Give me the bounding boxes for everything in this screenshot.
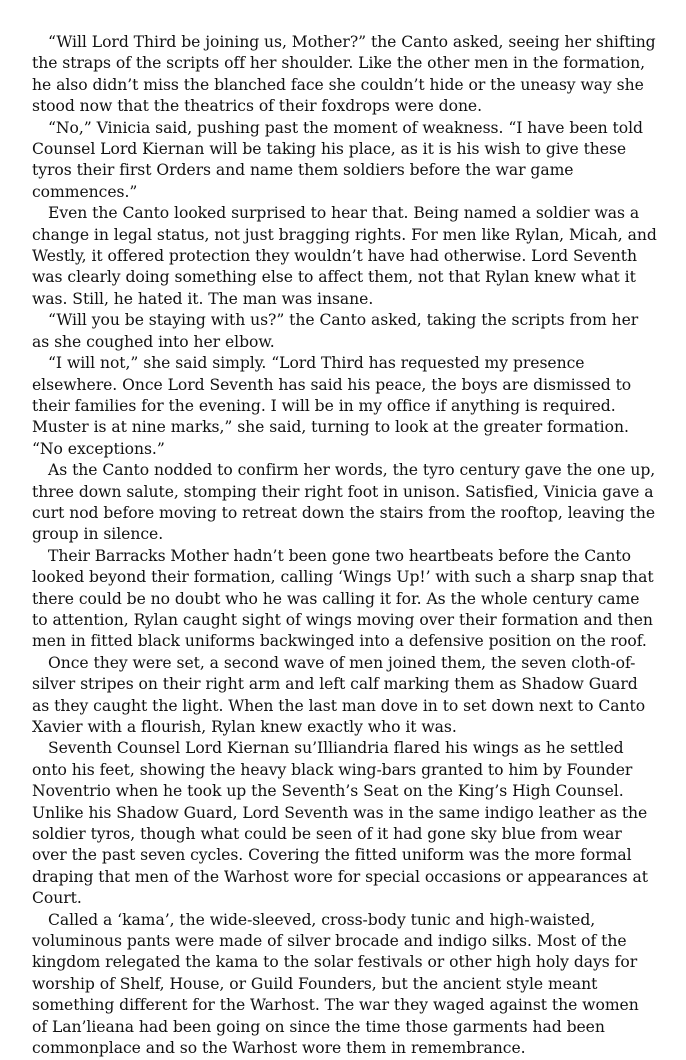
paragraph: “Will Lord Third be joining us, Mother?” the Canto asked, seeing her shifting the straps of the scripts off her shoulder. Like the other men in the formation, he also didn’t miss the blanched face she couldn’t hide or the uneasy way she stood now that the theatrics of their foxdrops were done. (32, 33, 656, 116)
body-text (32, 32, 658, 1060)
paragraph: As the Canto nodded to confirm her words, the tyro century gave the one up, three down salute, stomping their right foot in unison. Satisfied, Vinicia gave a curt nod before moving to retreat down the stairs from the rooftop, leaving the group in silence. (32, 461, 656, 544)
paragraph: Their Barracks Mother hadn’t been gone two heartbeats before the Canto looked beyond their formation, calling ‘Wings Up!’ with such a sharp snap that there could be no doubt who he was calling it for. As the whole century came to attention, Rylan caught sight of wings moving over their formation and then men in fitted black uniforms backwinged into a defensive position on the roof. (32, 546, 654, 651)
paragraph: “I will not,” she said simply. “Lord Third has requested my presence elsewhere. Once Lord Seventh has said his peace, the boys are dismissed to their families for the evening. I will be in my office if anything is required. Muster is at nine marks,” she said, turning to look at the greater formation. “No exceptions.” (32, 354, 632, 458)
paragraph: “Will you be staying with us?” the Canto asked, taking the scripts from her as she coughed into her elbow. (32, 311, 639, 351)
paragraph: Seventh Counsel Lord Kiernan su’Illiandria flared his wings as he settled onto his feet, showing the heavy black wing-bars granted to him by Founder Noventrio when he took up the Seventh’s Seat on the King’s High Counsel. Unlike his Shadow Guard, Lord Seventh was in the same indigo leather as the soldier tyros, though what could be seen of it had gone sky blue from wear over the past seven cycles. Covering the fitted uniform was the more formal draping that men of the Warhost wore for special occasions or appearances at Court. (32, 739, 648, 908)
paragraph: Once they were set, a second wave of men joined them, the seven cloth-of-silver stripes on their right arm and left calf marking them as Shadow Guard as they caught the light. When the last man dove in to set down next to Canto Xavier with a flourish, Rylan knew exactly who it was. (32, 653, 646, 736)
paragraph: Called a ‘kama’, the wide-sleeved, cross-body tunic and high-waisted, voluminous pants were made of silver brocade and indigo silks. Most of the kingdom relegated the kama to the solar festivals or other high holy days for worship of Shelf, House, or Guild Founders, but the ancient style meant something different for the Warhost. The war they waged against the women of Lan’lieana had been going on since the time those garments had been commonplace and so the Warhost wore them in remembrance. (32, 910, 639, 1058)
paragraph: Even the Canto looked surprised to hear that. Being named a soldier was a change in legal status, not just bragging rights. For men like Rylan, Micah, and Westly, it offered protection they wouldn’t have had otherwise. Lord Seventh was clearly doing something else to affect them, not that Rylan knew what it was. Still, he hated it. The man was insane. (32, 204, 657, 308)
paragraph: “No,” Vinicia said, pushing past the moment of weakness. “I have been told Counsel Lord Kiernan will be taking his place, as it is his wish to give these tyros their first Orders and name them soldiers before the war game commences.” (32, 118, 643, 201)
